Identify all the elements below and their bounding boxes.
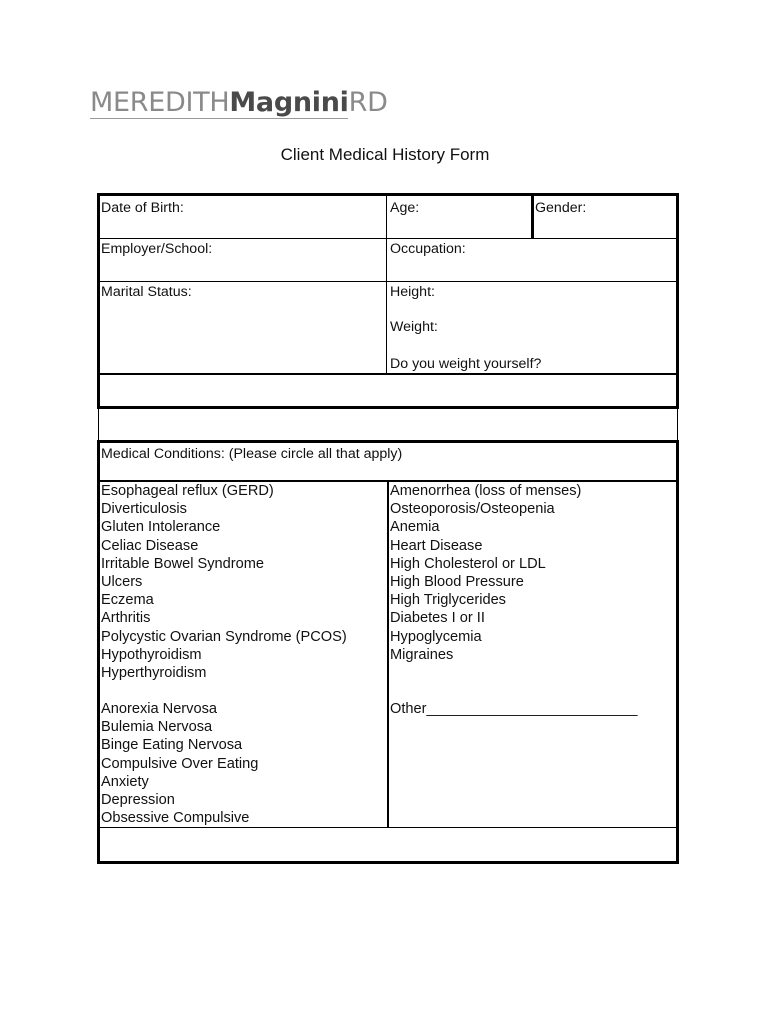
conditions-list-right [390,482,581,664]
condition-item: High Blood Pressure [390,574,524,591]
condition-item: Amenorrhea (loss of menses) [390,483,582,499]
condition-item: Anemia [390,519,440,536]
condition-item: Anorexia Nervosa [101,701,217,717]
condition-item: Hyperthyroidism [101,665,207,682]
conditions-header: Medical Conditions: (Please circle all that apply) [101,446,403,462]
gender-label: Gender: [535,200,587,216]
dob-label: Date of Birth: [101,200,184,216]
condition-item: Hypothyroidism [101,646,202,663]
conditions-list-left-2 [101,700,258,827]
logo-middle: Magnini [229,87,349,118]
condition-item: Migraines [390,646,454,663]
company-logo [90,87,388,124]
condition-item: Osteoporosis/Osteopenia [390,501,555,518]
logo-first: MEREDITH [90,87,230,118]
weigh-yourself-label: Do you weight yourself? [390,356,542,372]
condition-item: Celiac Disease [101,537,199,554]
condition-item: Polycystic Ovarian Syndrome (PCOS) [101,628,347,645]
logo-underline [90,118,348,119]
condition-item: Ulcers [101,574,143,591]
condition-item: Obsessive Compulsive [101,810,250,827]
condition-item: Irritable Bowel Syndrome [101,555,265,572]
condition-item: Bulemia Nervosa [101,719,213,736]
marital-status-label: Marital Status: [101,284,192,300]
condition-item: Eczema [101,592,154,609]
condition-item: Binge Eating Nervosa [101,737,243,754]
conditions-list-left [101,482,347,682]
employer-label: Employer/School: [101,241,213,257]
logo-last: RD [348,87,388,118]
condition-item: High Triglycerides [390,592,506,609]
other-condition-field[interactable]: Other__________________________ [390,701,638,717]
condition-item: Esophageal reflux (GERD) [101,483,274,499]
condition-item: Hypoglycemia [390,628,482,645]
condition-item: Heart Disease [390,537,483,554]
condition-item: Gluten Intolerance [101,519,221,536]
age-label: Age: [390,200,420,216]
condition-item: Diverticulosis [101,501,187,518]
weight-label: Weight: [390,319,438,335]
height-label: Height: [390,284,435,300]
occupation-label: Occupation: [390,241,466,257]
form-title: Client Medical History Form [280,145,490,164]
condition-item: High Cholesterol or LDL [390,555,546,572]
condition-item: Diabetes I or II [390,610,485,627]
condition-item: Compulsive Over Eating [101,755,259,772]
condition-item: Depression [101,792,175,809]
condition-item: Arthritis [101,610,151,627]
condition-item: Anxiety [101,773,149,790]
